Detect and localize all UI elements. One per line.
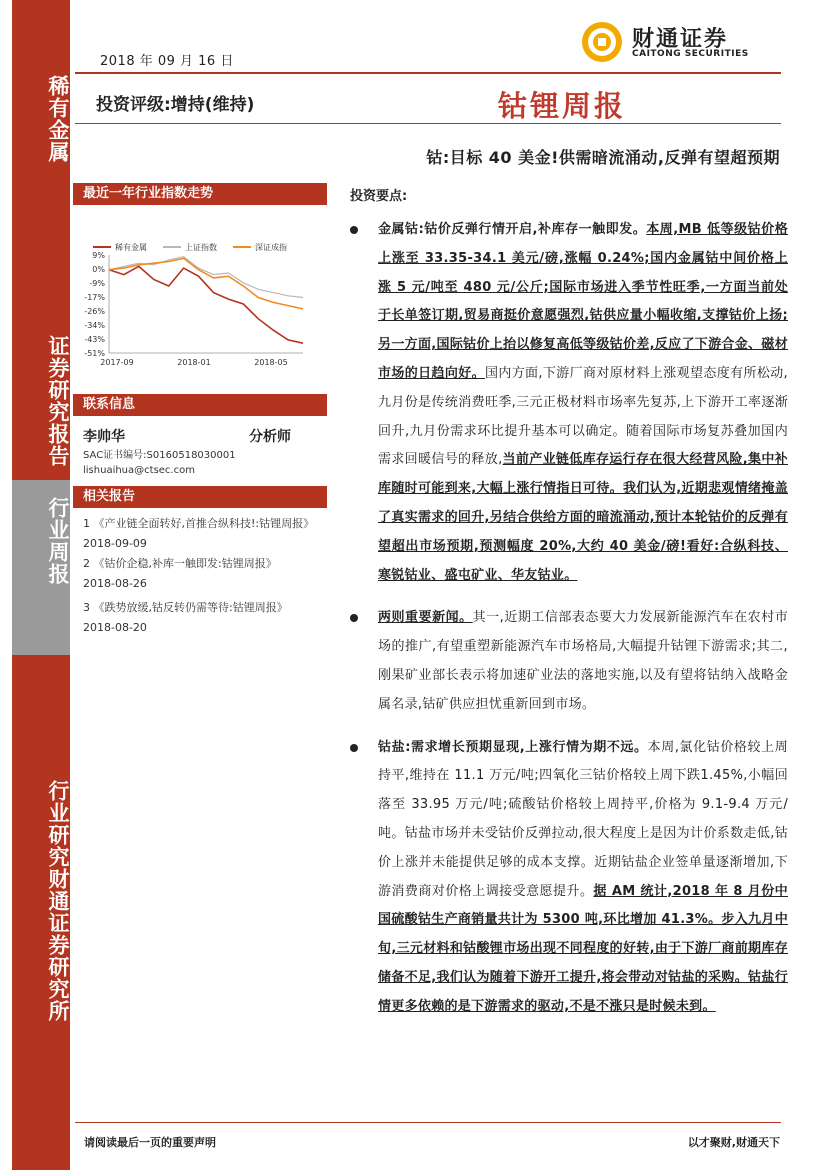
footer-slogan: 以才聚财,财通天下	[687, 1136, 780, 1149]
sidebar-doc-type: 证券研究报告	[46, 335, 70, 467]
related-title: 相关报告	[73, 486, 327, 508]
sidebar-institution	[12, 780, 70, 1022]
point-text: 本周,氯化钴价格较上周持平,维持在 11.1 万元/吨;四氧化三钴价格较上周下跌1.45%,小幅回落至 33.95 万元/吨;硫酸钴价格较上周持平,价格为 9.1-9.4 万元/吨。钴盐市场并未受钴价反弹拉动,很大程度上是因为计价系数走低,钴价上涨并未能提供足够的成本支撑。近期钴盐企业签单量逐渐增加,下游消费商对价格上调接受意愿提升。	[378, 739, 789, 899]
sidebar-institution-col2: 财通证券研究所	[46, 868, 70, 1022]
bullet-icon	[350, 614, 358, 622]
point-lead: 两则重要新闻。	[378, 610, 473, 626]
sidebar	[12, 0, 70, 1170]
report-headline: 钴:目标 40 美金!供需暗流涌动,反弹有望超预期	[426, 148, 780, 167]
y-tick-label: -9%	[89, 279, 105, 288]
legend-label: 深证成指	[255, 243, 287, 252]
point-text: 国内方面,下游厂商对原材料上涨观望态度有所松动,九月份是传统消费旺季,三元正极材料市场率先复苏,上下游开工率逐渐回升,九月份需求环比提升基本可以确定。随着国际市场复苏叠加国内需求回暖信号的释放,	[378, 365, 788, 468]
related-report-item[interactable]: 1 《产业链全面转好,首推合纵科技!:钴锂周报》 2018-09-09	[83, 517, 315, 550]
related-report-date: 2018-08-26	[83, 577, 147, 590]
logo-text-cn: 财通证券	[632, 27, 729, 52]
y-tick-label: -17%	[84, 293, 105, 302]
logo-text-en: CAITONG SECURITIES	[632, 49, 749, 59]
analyst-row	[73, 424, 327, 448]
sidebar-institution-col1: 行业研究	[46, 780, 70, 868]
point-lead: 钴盐:需求增长预期显现,上涨行情为期不远。	[378, 739, 648, 755]
y-tick-label: -51%	[84, 349, 105, 358]
y-tick-label: 0%	[92, 265, 105, 274]
index-chart-section	[73, 183, 327, 374]
y-tick-label: -34%	[84, 321, 105, 330]
investment-rating: 投资评级:增持(维持)	[96, 95, 255, 115]
report-name: 钴锂周报	[498, 89, 627, 123]
analyst-title: 分析师	[249, 429, 291, 445]
header-divider-2	[75, 123, 781, 124]
related-report-item[interactable]: 2 《钴价企稳,补库一触即发:钴锂周报》	[83, 557, 277, 570]
analyst-name: 李帅华	[83, 429, 125, 445]
y-tick-label: 9%	[92, 251, 105, 260]
key-point-cobalt-metal	[348, 216, 788, 590]
related-report-date: 2018-08-20	[83, 621, 147, 634]
contact-title: 联系信息	[73, 394, 327, 416]
footer-disclaimer: 请阅读最后一页的重要声明	[84, 1136, 216, 1149]
analyst-email[interactable]: lishuaihua@ctsec.com	[83, 465, 195, 476]
bullet-icon	[350, 226, 358, 234]
sidebar-category: 稀有金属	[46, 75, 70, 163]
point-lead: 金属钴:钴价反弹行情开启,补库存一触即发。	[378, 222, 647, 237]
key-points-title: 投资要点:	[350, 189, 408, 204]
report-date: 2018 年 09 月 16 日	[100, 54, 234, 69]
legend-label: 上证指数	[185, 243, 217, 252]
point-text: 其一,近期工信部表态要大力发展新能源汽车在农村市场的推广,有望重塑新能源汽车市场格局,大幅提升钴锂下游需求;其二,刚果矿业部长表示将加速矿业法的落地实施,以及有望将钴纳入战略金属名录,钴矿供应担忧重新回到市场。	[378, 610, 788, 712]
main-content	[348, 185, 788, 1036]
sac-number: SAC证书编号:S0160518030001	[83, 450, 236, 461]
company-logo	[580, 20, 780, 66]
y-tick-label: -26%	[84, 307, 105, 316]
key-point-news	[348, 604, 788, 719]
point-emphasis: 据 AM 统计,2018 年 8 月份中国硫酸钴生产商销量共计为 5300 吨,环比增加 41.3%。步入九月中旬,三元材料和钴酸锂市场出现不同程度的好转,由于下游厂商前期库存储备不足,我们认为随着下游开工提升,将会带动对钴盐的采购。钴盐行情更多依赖的是下游需求的驱动,不是不涨只是时候未到。	[378, 883, 788, 1014]
point-emphasis: 本周,MB 低等级钴价格上涨至 33.35-34.1 美元/磅,涨幅 0.24%;国内金属钴中间价格上涨 5 元/吨至 480 元/公斤;国际市场进入季节性旺季,一方面当前处于长单签订期,贸易商挺价意愿强烈,钴供应量小幅收缩,支撑钴价上扬;另一方面,国际钴价上抬以修复高低等级钴价差,反应了下游合金、磁材市场的日趋向好。	[378, 222, 788, 381]
x-tick-label: 2018-05	[254, 358, 288, 367]
point-emphasis: 当前产业链低库存运行存在很大经营风险,集中补库随时可能到来,大幅上涨行情指日可待。我们认为,近期悲观情绪掩盖了真实需求的回升,另结合供给方面的暗流涌动,预计本轮钴价的反弹有望超出市场预期,预测幅度 20%,大约 40 美金/磅!看好:合纵科技、寒锐钴业、盛屯矿业、华友钴业。	[378, 452, 788, 583]
series-line	[109, 257, 303, 298]
sidebar-report-type: 行业周报	[46, 497, 70, 585]
x-tick-label: 2017-09	[100, 358, 134, 367]
header-divider	[75, 72, 781, 74]
x-tick-label: 2018-01	[177, 358, 211, 367]
footer-divider	[75, 1122, 781, 1123]
related-report-item[interactable]: 3 《跌势放缓,钴反转仍需等待:钴锂周报》	[83, 601, 288, 614]
bullet-icon	[350, 744, 358, 752]
key-point-cobalt-salt	[348, 734, 788, 1022]
index-line-chart	[73, 205, 327, 370]
y-tick-label: -43%	[84, 335, 105, 344]
series-line	[109, 266, 303, 343]
contact-section	[73, 394, 327, 478]
related-reports-section	[73, 486, 327, 642]
chart-section-title: 最近一年行业指数走势	[73, 183, 327, 205]
logo-coin-icon	[580, 20, 624, 64]
legend-label: 稀有金属	[115, 243, 147, 252]
